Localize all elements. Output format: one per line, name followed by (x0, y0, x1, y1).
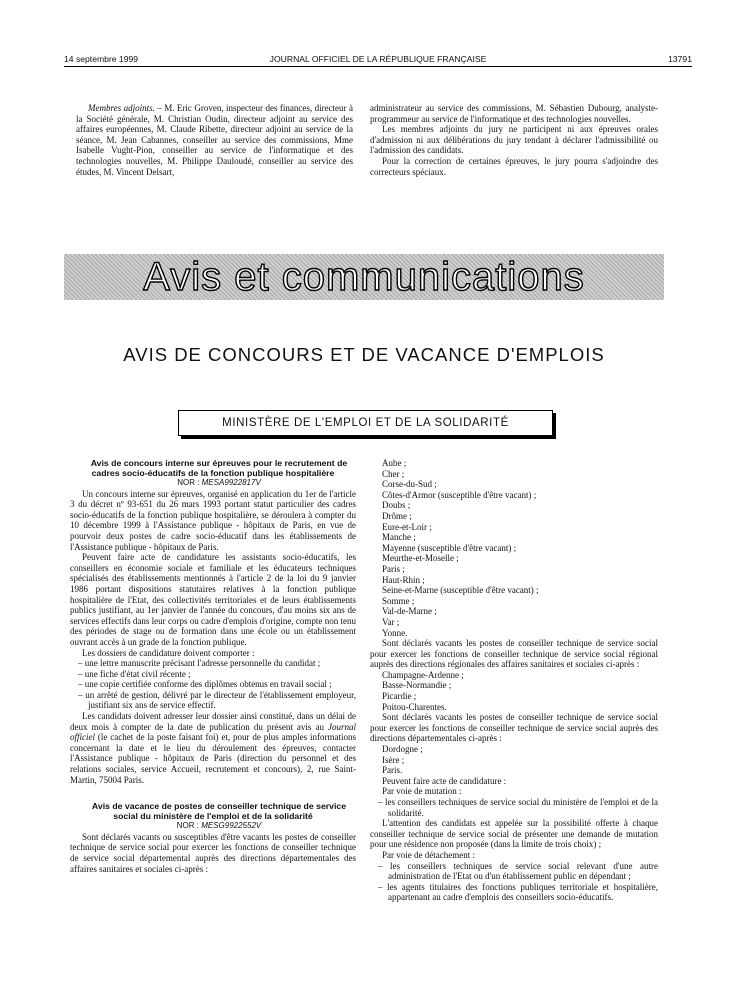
notice1-title: Avis de concours interne sur épreuves pour le recrutement de cadres socio-éducatifs de la fonction publique hospitalière (90, 458, 348, 478)
journal-title: JOURNAL OFFICIEL DE LA RÉPUBLIQUE FRANÇAISE (269, 54, 487, 64)
journal-ref: Journal officiel (70, 721, 356, 743)
header-date: 14 septembre 1999 (64, 54, 139, 64)
ministry-box: MINISTÈRE DE L'EMPLOI ET DE LA SOLIDARITÉ (178, 410, 553, 436)
list-item: – une lettre manuscrite précisant l'adresse personnelle du candidat ; (70, 658, 356, 669)
list-item: Drôme ; (382, 510, 412, 521)
list-item: – un arrêté de gestion, délivré par le directeur de l'établissement employeur, justifiant six ans de service effectif. (70, 690, 356, 711)
notice2-paragraph: Sont déclarés vacants ou susceptibles d'être vacants les postes de conseiller technique de service social pour exercer les fonctions de conseiller technique de service social départemental auprès des directions départementales des affaires sanitaires et sociales ci-après : (70, 831, 356, 874)
list-item: Yonne. (382, 627, 408, 638)
jury-continued: administrateur au service des commissions, M. Sébastien Dubourg, analyste-programmeur au service de l'informatique et des technologies nouvelles. (370, 103, 658, 124)
nor-label: NOR : (176, 821, 202, 831)
list-item: Isère ; (382, 754, 405, 765)
notice1-paragraph: Les dossiers de candidature doivent comporter : (82, 647, 255, 658)
department-list-2 (370, 744, 658, 776)
list-item: Aube ; (382, 458, 407, 468)
regional-paragraph: Sont déclarés vacants les postes de conseiller technique de service social pour exercer les fonctions de conseiller technique de service social régional auprès des directions régionales des affaires sanitaires et sociales ci-après : (370, 638, 658, 670)
members-text: – M. Eric Groven, inspecteur des finances, directeur à la Société générale, M. Christian Oudin, directeur adjoint au service des affaires européennes, M. Claude Ribette, directeur adjoint au service de la séance, M. Jean Cabannes, conseiller au service des commissions, Mme Isabelle Vught-Pion, conseiller au service de l'informatique et des technologies nouvelles, M. Philippe Dauloudé, conseiller au service des études, M. Vincent Delsart, (76, 103, 353, 177)
list-item: – une fiche d'état civil récente ; (70, 669, 356, 680)
notice2-nor (70, 821, 356, 832)
members-lead: Membres adjoints. (88, 103, 155, 113)
list-item: Poitou-Charentes. (382, 701, 447, 712)
list-item: Champagne-Ardenne ; (382, 669, 464, 680)
region-list (370, 670, 658, 712)
list-item: Somme ; (382, 595, 415, 606)
detachement-paragraph: Par voie de détachement : (382, 849, 475, 860)
list-item: Cher ; (382, 468, 405, 479)
list-item: Basse-Normandie ; (382, 680, 452, 691)
list-item: Val-de-Marne ; (382, 606, 437, 617)
list-item: Seine-et-Marne (susceptible d'être vacant) ; (382, 585, 539, 596)
notice2-title: Avis de vacance de postes de conseiller technique de service social du ministère de l'emploi et de la solidarité (91, 801, 347, 822)
right-column (370, 458, 658, 903)
departmental-paragraph: Sont déclarés vacants les postes de conseiller technique de service social pour exercer les fonctions de conseiller technique de service social auprès des directions départementales ci-après : (370, 712, 658, 744)
list-item: Doubs ; (382, 500, 411, 511)
notice1-paragraph: Peuvent faire acte de candidature les assistants socio-éducatifs, les conseillers en économie sociale et familiale et les éducateurs techniques spécialisés des établissements mentionnés à l'article 2 de la loi du 9 janvier 1986 portant dispositions statutaires relatives à la fonction publique hospitalière de l'Etat, des collectivités territoriales et de leurs établissements publics justifiant, au 1er janvier de l'année du concours, d'au moins six ans de services effectifs dans leur corps ou cadre d'emplois d'origine, compte non tenu des périodes de stage ou de formation dans une école ou un établissement ouvrant accès à un grade de la fonction publique. (70, 552, 356, 647)
list-item: Meurthe-et-Moselle ; (382, 553, 459, 564)
mutation-paragraph: Par voie de mutation : (382, 786, 462, 797)
nor-code: MESG9922552V (201, 821, 262, 831)
detachement-list (370, 861, 658, 903)
page-number: 13791 (668, 54, 692, 64)
mutation-list (370, 797, 658, 818)
list-item: Paris. (382, 765, 403, 776)
list-item: – les agents titulaires des fonctions publiques territoriale et hospitalière, appartenant au cadre d'emplois des conseillers socio-éducatifs. (370, 882, 658, 903)
left-column (70, 458, 356, 874)
nor-code: MESA9922817V (201, 478, 261, 487)
jury-members-paragraph (76, 103, 353, 177)
top-right-column (370, 103, 658, 177)
list-item: – les conseillers techniques de service social relevant d'une autre administration de l'Etat ou d'un établissement public en dépendant ; (370, 861, 658, 882)
page-header (64, 52, 692, 67)
list-item: – les conseillers techniques de service social du ministère de l'emploi et de la solidarité. (370, 797, 658, 818)
list-item: Picardie ; (382, 691, 417, 702)
top-left-column (76, 103, 353, 177)
department-list (370, 458, 658, 638)
list-item: – une copie certifiée conforme des diplômes obtenus en travail social ; (70, 679, 356, 690)
nor-label: NOR : (177, 478, 202, 487)
notice1-paragraph (70, 711, 356, 785)
list-item: Paris ; (382, 563, 405, 574)
jury-correcteurs-note: Pour la correction de certaines épreuves, le jury pourra s'adjoindre des correcteurs spéciaux. (370, 155, 658, 177)
list-item: Haut-Rhin ; (382, 574, 425, 585)
section-banner: Avis et communications (64, 254, 664, 300)
section-title: AVIS DE CONCOURS ET DE VACANCE D'EMPLOIS (123, 344, 605, 365)
list-item: Dordogne ; (382, 744, 423, 755)
notice1-nor (70, 478, 356, 489)
list-item: Mayenne (susceptible d'être vacant) ; (382, 542, 517, 553)
candidates-paragraph: Peuvent faire acte de candidature : (382, 775, 507, 786)
notice1-list (70, 658, 356, 711)
notice1-paragraph: Un concours interne sur épreuves, organisé en application du 1er de l'article 3 du décret nº 93-651 du 26 mars 1993 portant statut particulier des cadres socio-éducatifs de la fonction publique hospitalière, se déroulera à compter du 10 décembre 1999 à l'Assistance publique - hôpitaux de Paris, en vue de pourvoir deux postes de cadre socio-éducatif dans les établissements de l'Assistance publique - hôpitaux de Paris. (70, 488, 356, 552)
list-item: Var ; (382, 616, 400, 627)
text-span: (le cachet de la poste faisant foi) et, pour de plus amples informations concernant la date et le lieu du déroulement des épreuves, contacter l'Assistance publique - hôpitaux de Paris (direction du personnel et des relations sociales, service Accueil, recrutement et concours), 2, rue Saint-Martin, 75004 Paris. (70, 732, 356, 785)
attention-paragraph: L'attention des candidats est appelée sur la possibilité offerte à chaque conseiller technique de service social de présenter une demande de mutation pour une résidence non proposée (dans la limite de trois choix) ; (370, 818, 658, 850)
list-item: Côtes-d'Armor (susceptible d'être vacant) ; (382, 489, 537, 500)
list-item: Eure-et-Loir ; (382, 521, 432, 532)
list-item: Corse-du-Sud ; (382, 479, 437, 490)
text-span: Les candidats doivent adresser leur dossier ainsi constitué, dans un délai de deux mois à compter de la date de publication du présent avis au (70, 711, 356, 732)
jury-adjoints-note: Les membres adjoints du jury ne participent ni aux épreuves orales d'admission ni aux délibérations du jury tendant à déclarer l'admissibilité ou l'admission des candidats. (370, 124, 658, 156)
list-item: Manche ; (382, 532, 416, 543)
